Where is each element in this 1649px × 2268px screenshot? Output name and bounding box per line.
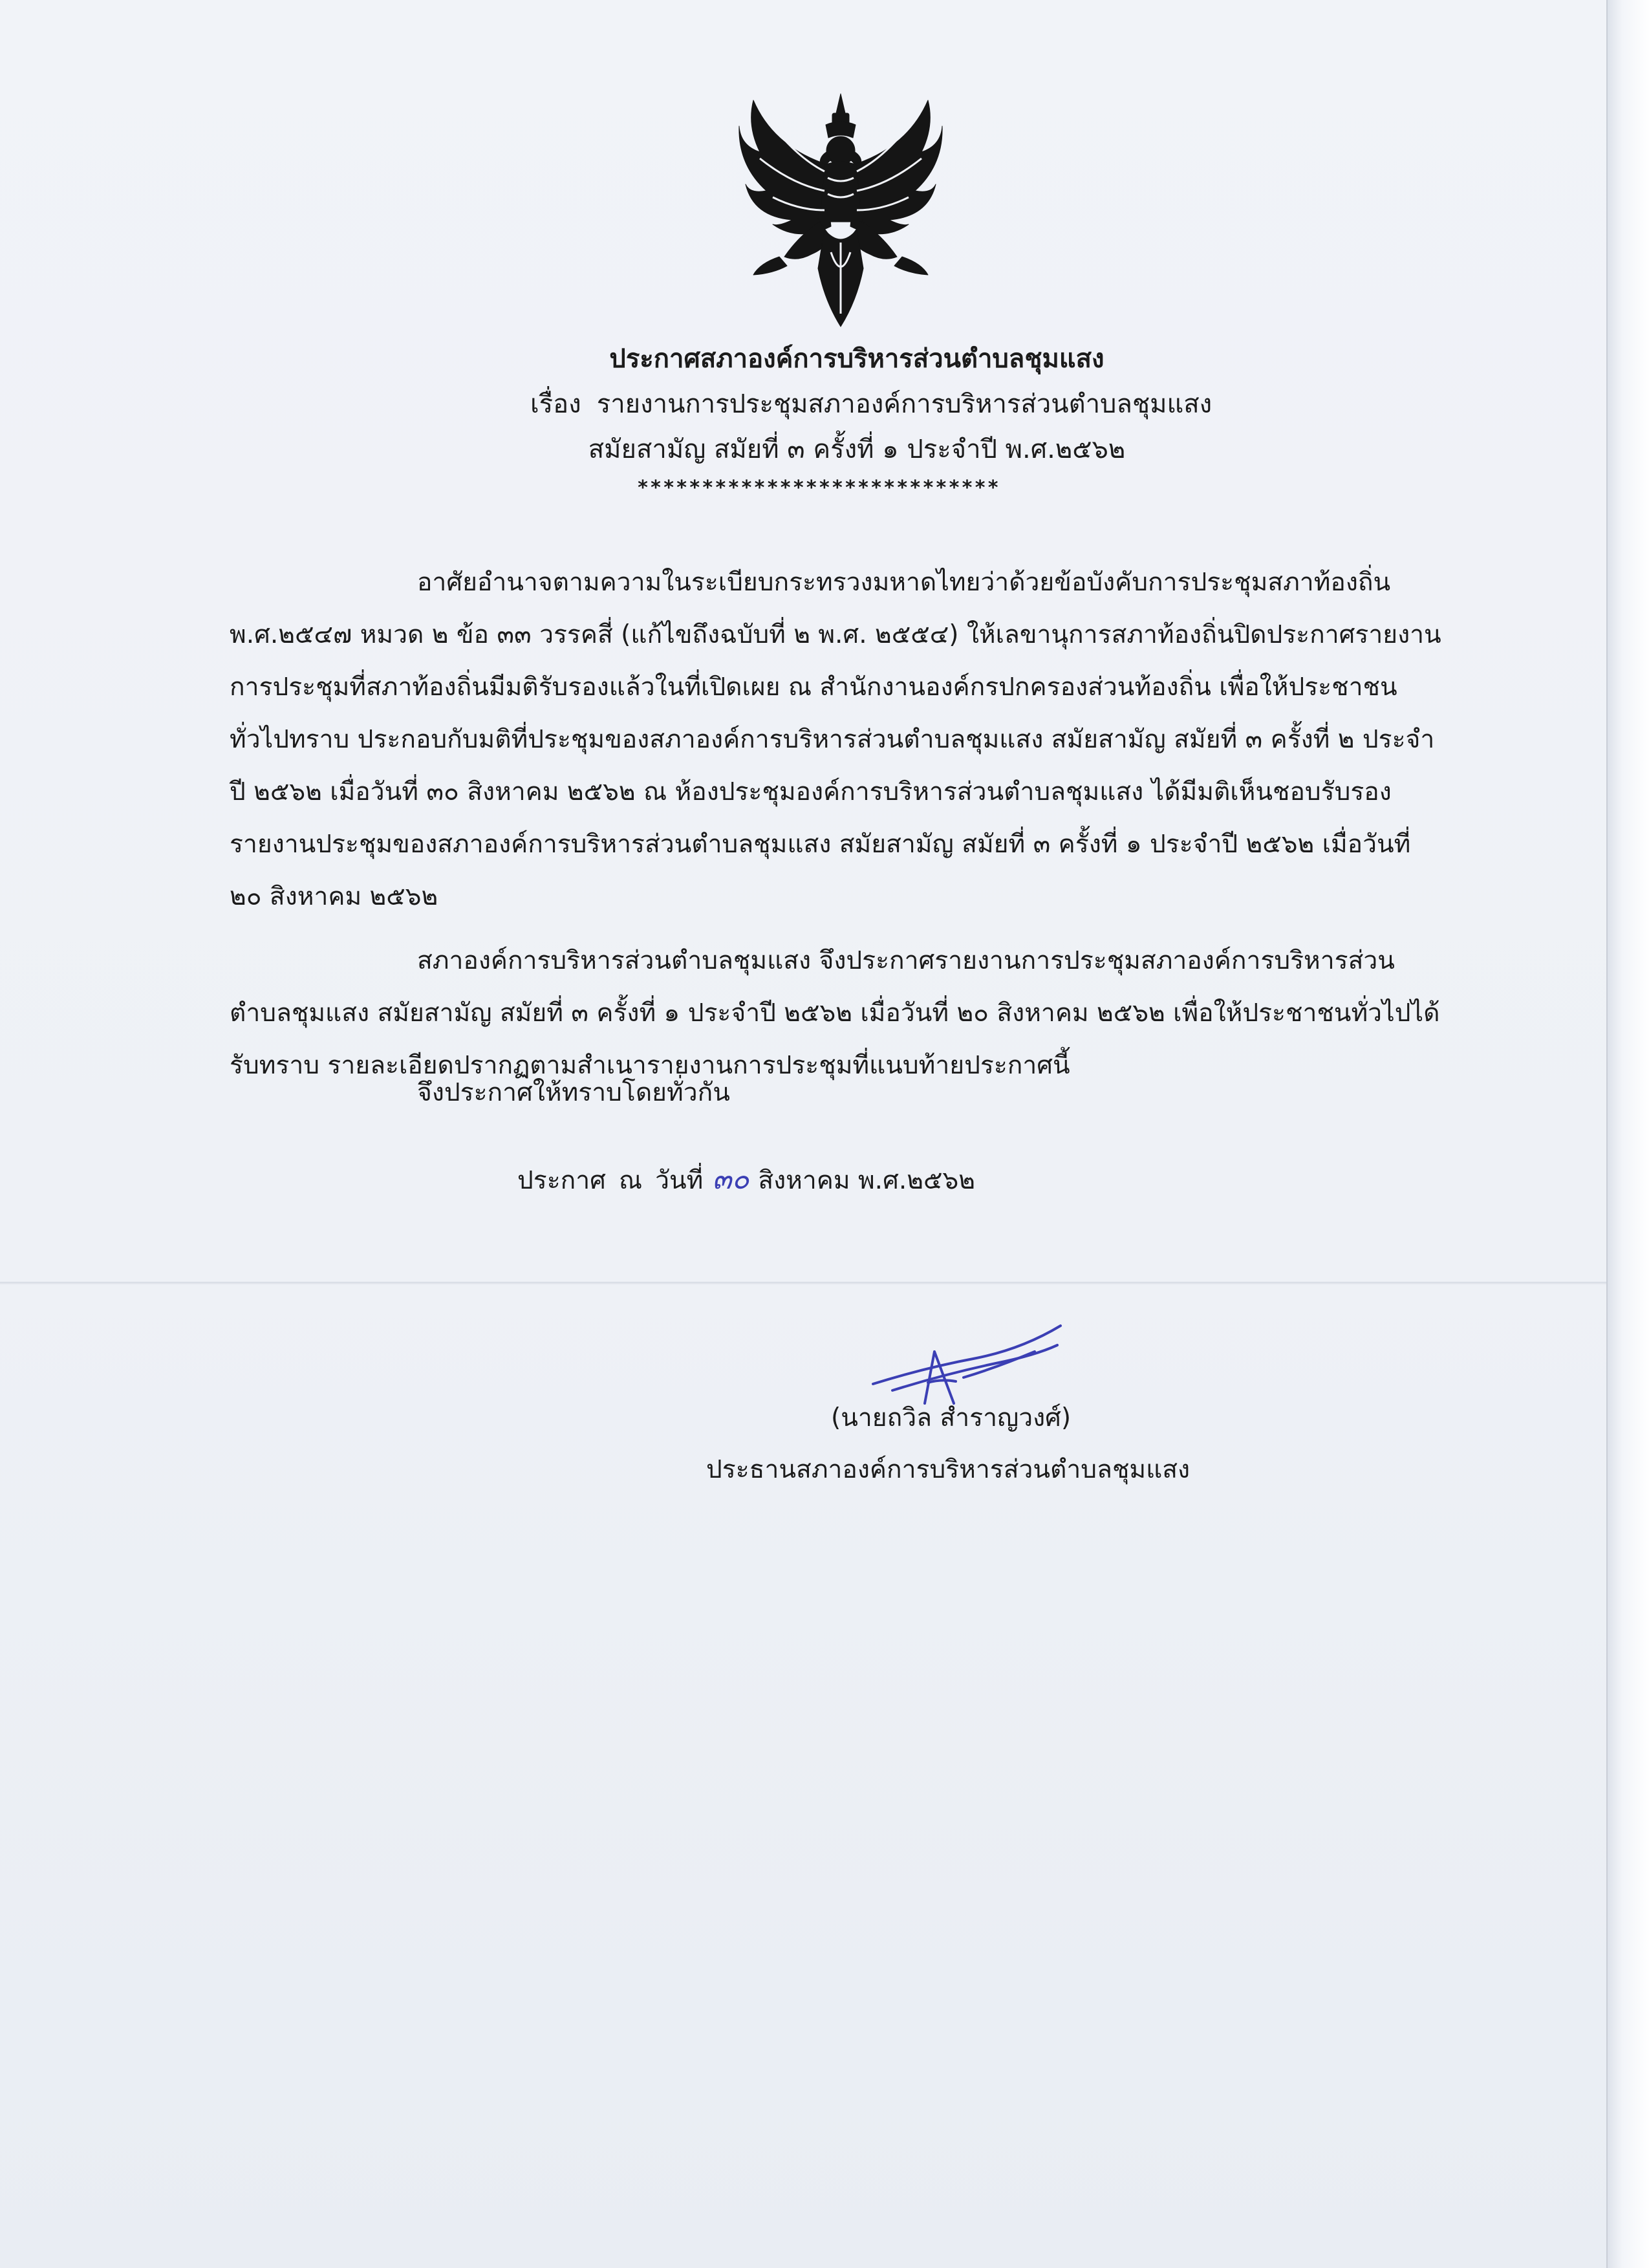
signer-name: (นายถวิล สำราญวงศ์) [831, 1403, 1072, 1432]
subject-text: รายงานการประชุมสภาองค์การบริหารส่วนตำบลชุมแสง [596, 389, 1212, 419]
separator-line: **************************** [637, 477, 1000, 499]
session-line: สมัยสามัญ สมัยที่ ๓ ครั้งที่ ๑ ประจำปี พ.ศ.๒๕๖๒ [588, 435, 1126, 464]
announce-date-line [517, 1160, 975, 1200]
document-title: ประกาศสภาองค์การบริหารส่วนตำบลชุมแสง [609, 344, 1105, 374]
closing-line: จึงประกาศให้ทราบโดยทั่วกัน [417, 1078, 730, 1107]
announce-date-label: วันที่ [655, 1166, 704, 1195]
announce-month-year: สิงหาคม พ.ศ.๒๕๖๒ [758, 1166, 975, 1195]
announce-at: ณ [618, 1166, 643, 1195]
document-body [230, 556, 1445, 1092]
signer-position: ประธานสภาองค์การบริหารส่วนตำบลชุมแสง [706, 1455, 1191, 1484]
fold-crease [0, 1282, 1606, 1284]
body-paragraph-1: อาศัยอำนาจตามความในระเบียบกระทรวงมหาดไทยว่าด้วยข้อบังคับการประชุมสภาท้องถิ่น พ.ศ.๒๕๔๗ หมวด ๒ ข้อ ๓๓ วรรคสี่ (แก้ไขถึงฉบับที่ ๒ พ.ศ. ๒๕๕๔) ให้เลขานุการสภาท้องถิ่นปิดประกาศรายงานการประชุมที่สภาท้องถิ่นมีมติรับรองแล้วในที่เปิดเผย ณ สำนักงานองค์กรปกครองส่วนท้องถิ่น เพื่อให้ประชาชนทั่วไปทราบ ประกอบกับมติที่ประชุมของสภาองค์การบริหารส่วนตำบลชุมแสง สมัยสามัญ สมัยที่ ๓ ครั้งที่ ๒ ประจำปี ๒๕๖๒ เมื่อวันที่ ๓๐ สิงหาคม ๒๕๖๒ ณ ห้องประชุมองค์การบริหารส่วนตำบลชุมแสง ได้มีมติเห็นชอบรับรองรายงานประชุมของสภาองค์การบริหารส่วนตำบลชุมแสง สมัยสามัญ สมัยที่ ๓ ครั้งที่ ๑ ประจำปี ๒๕๖๒ เมื่อวันที่ ๒๐ สิงหาคม ๒๕๖๒ [230, 568, 1441, 911]
document-subject [530, 385, 1212, 424]
handwritten-day: ๓๐ [712, 1163, 749, 1196]
garuda-emblem-icon [734, 87, 947, 333]
body-paragraph-2: สภาองค์การบริหารส่วนตำบลชุมแสง จึงประกาศรายงานการประชุมสภาองค์การบริหารส่วนตำบลชุมแสง สมัยสามัญ สมัยที่ ๓ ครั้งที่ ๑ ประจำปี ๒๕๖๒ เมื่อวันที่ ๒๐ สิงหาคม ๒๕๖๒ เพื่อให้ประชาชนทั่วไปได้รับทราบ รายละเอียดปรากฏตามสำเนารายงานการประชุมที่แนบท้ายประกาศนี้ [230, 946, 1440, 1080]
subject-label: เรื่อง [530, 389, 581, 419]
announce-prefix: ประกาศ [517, 1166, 606, 1195]
